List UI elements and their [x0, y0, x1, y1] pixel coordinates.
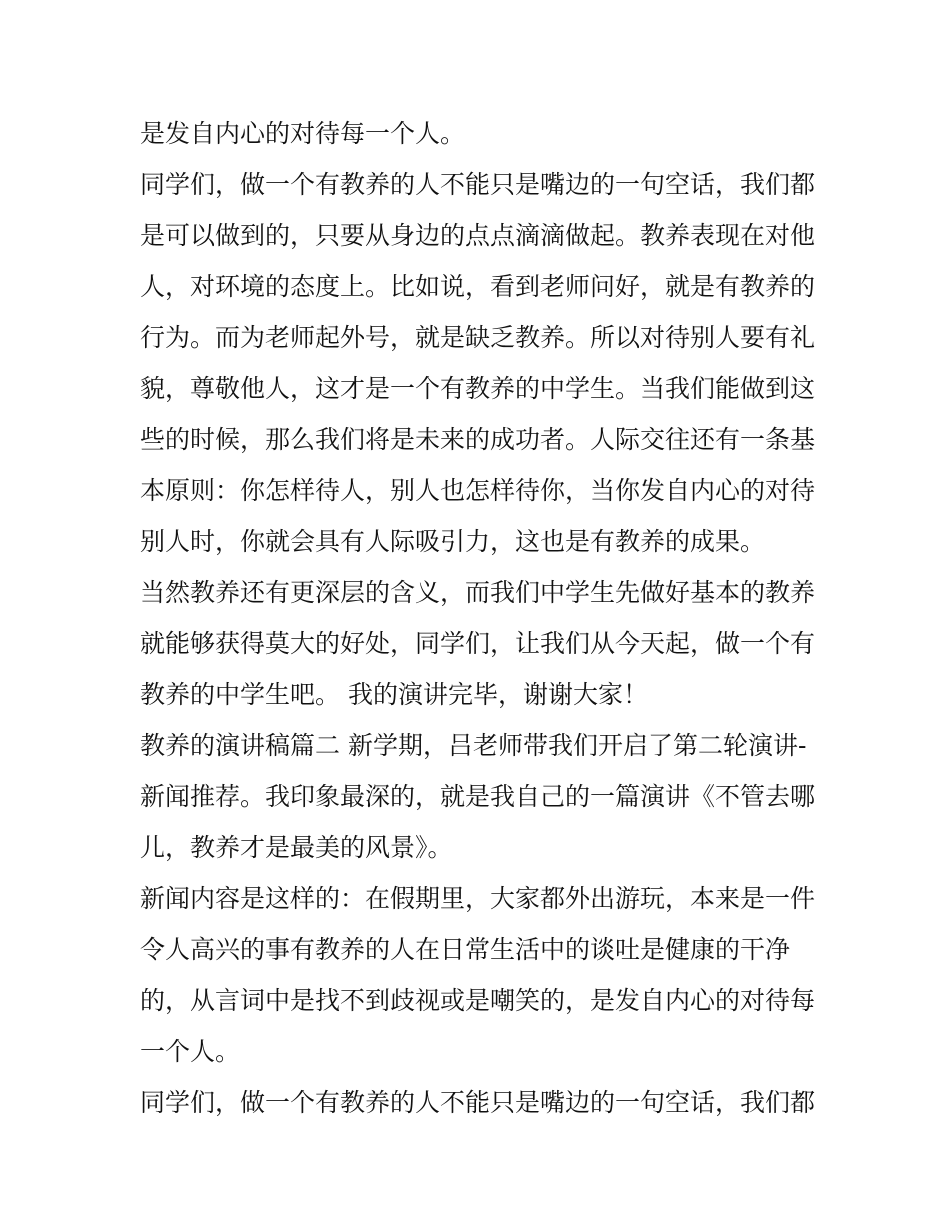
text-line: 貌，尊敬他人，这才是一个有教养的中学生。当我们能做到这: [140, 374, 816, 403]
text-line: 别人时，你就会具有人际吸引力，这也是有教养的成果。: [140, 527, 766, 556]
text-line: 同学们，做一个有教养的人不能只是嘴边的一句空话，我们都: [140, 1088, 816, 1117]
document-body: [140, 108, 820, 1128]
text-line: 令人高兴的事有教养的人在日常生活中的谈吐是健康的干净: [140, 935, 791, 964]
text-line: 些的时候，那么我们将是未来的成功者。人际交往还有一条基: [140, 425, 816, 454]
text-line: 一个人。: [140, 1037, 241, 1066]
text-line: 教养的中学生吧。 我的演讲完毕，谢谢大家！: [140, 680, 648, 709]
text-line: 是可以做到的，只要从身边的点点滴滴做起。教养表现在对他: [140, 221, 816, 250]
text-line: 本原则：你怎样待人，别人也怎样待你，当你发自内心的对待: [140, 476, 816, 505]
text-line: 就能够获得莫大的好处，同学们，让我们从今天起，做一个有: [140, 629, 816, 658]
text-line: 新闻内容是这样的：在假期里，大家都外出游玩，本来是一件: [140, 884, 816, 913]
text-line: 行为。而为老师起外号，就是缺乏教养。所以对待别人要有礼: [140, 323, 816, 352]
text-line: 同学们，做一个有教养的人不能只是嘴边的一句空话，我们都: [140, 170, 816, 199]
text-line: 的，从言词中是找不到歧视或是嘲笑的，是发自内心的对待每: [140, 986, 816, 1015]
text-line: 人，对环境的态度上。比如说，看到老师问好，就是有教养的: [140, 272, 816, 301]
text-line: 教养的演讲稿篇二 新学期，吕老师带我们开启了第二轮演讲-: [140, 731, 807, 760]
text-line: 当然教养还有更深层的含义，而我们中学生先做好基本的教养: [140, 578, 816, 607]
text-line: 是发自内心的对待每一个人。: [140, 119, 466, 148]
text-line: 儿，教养才是最美的风景》。: [140, 833, 453, 862]
text-line: 新闻推荐。我印象最深的，就是我自己的一篇演讲《不管去哪: [140, 782, 816, 811]
